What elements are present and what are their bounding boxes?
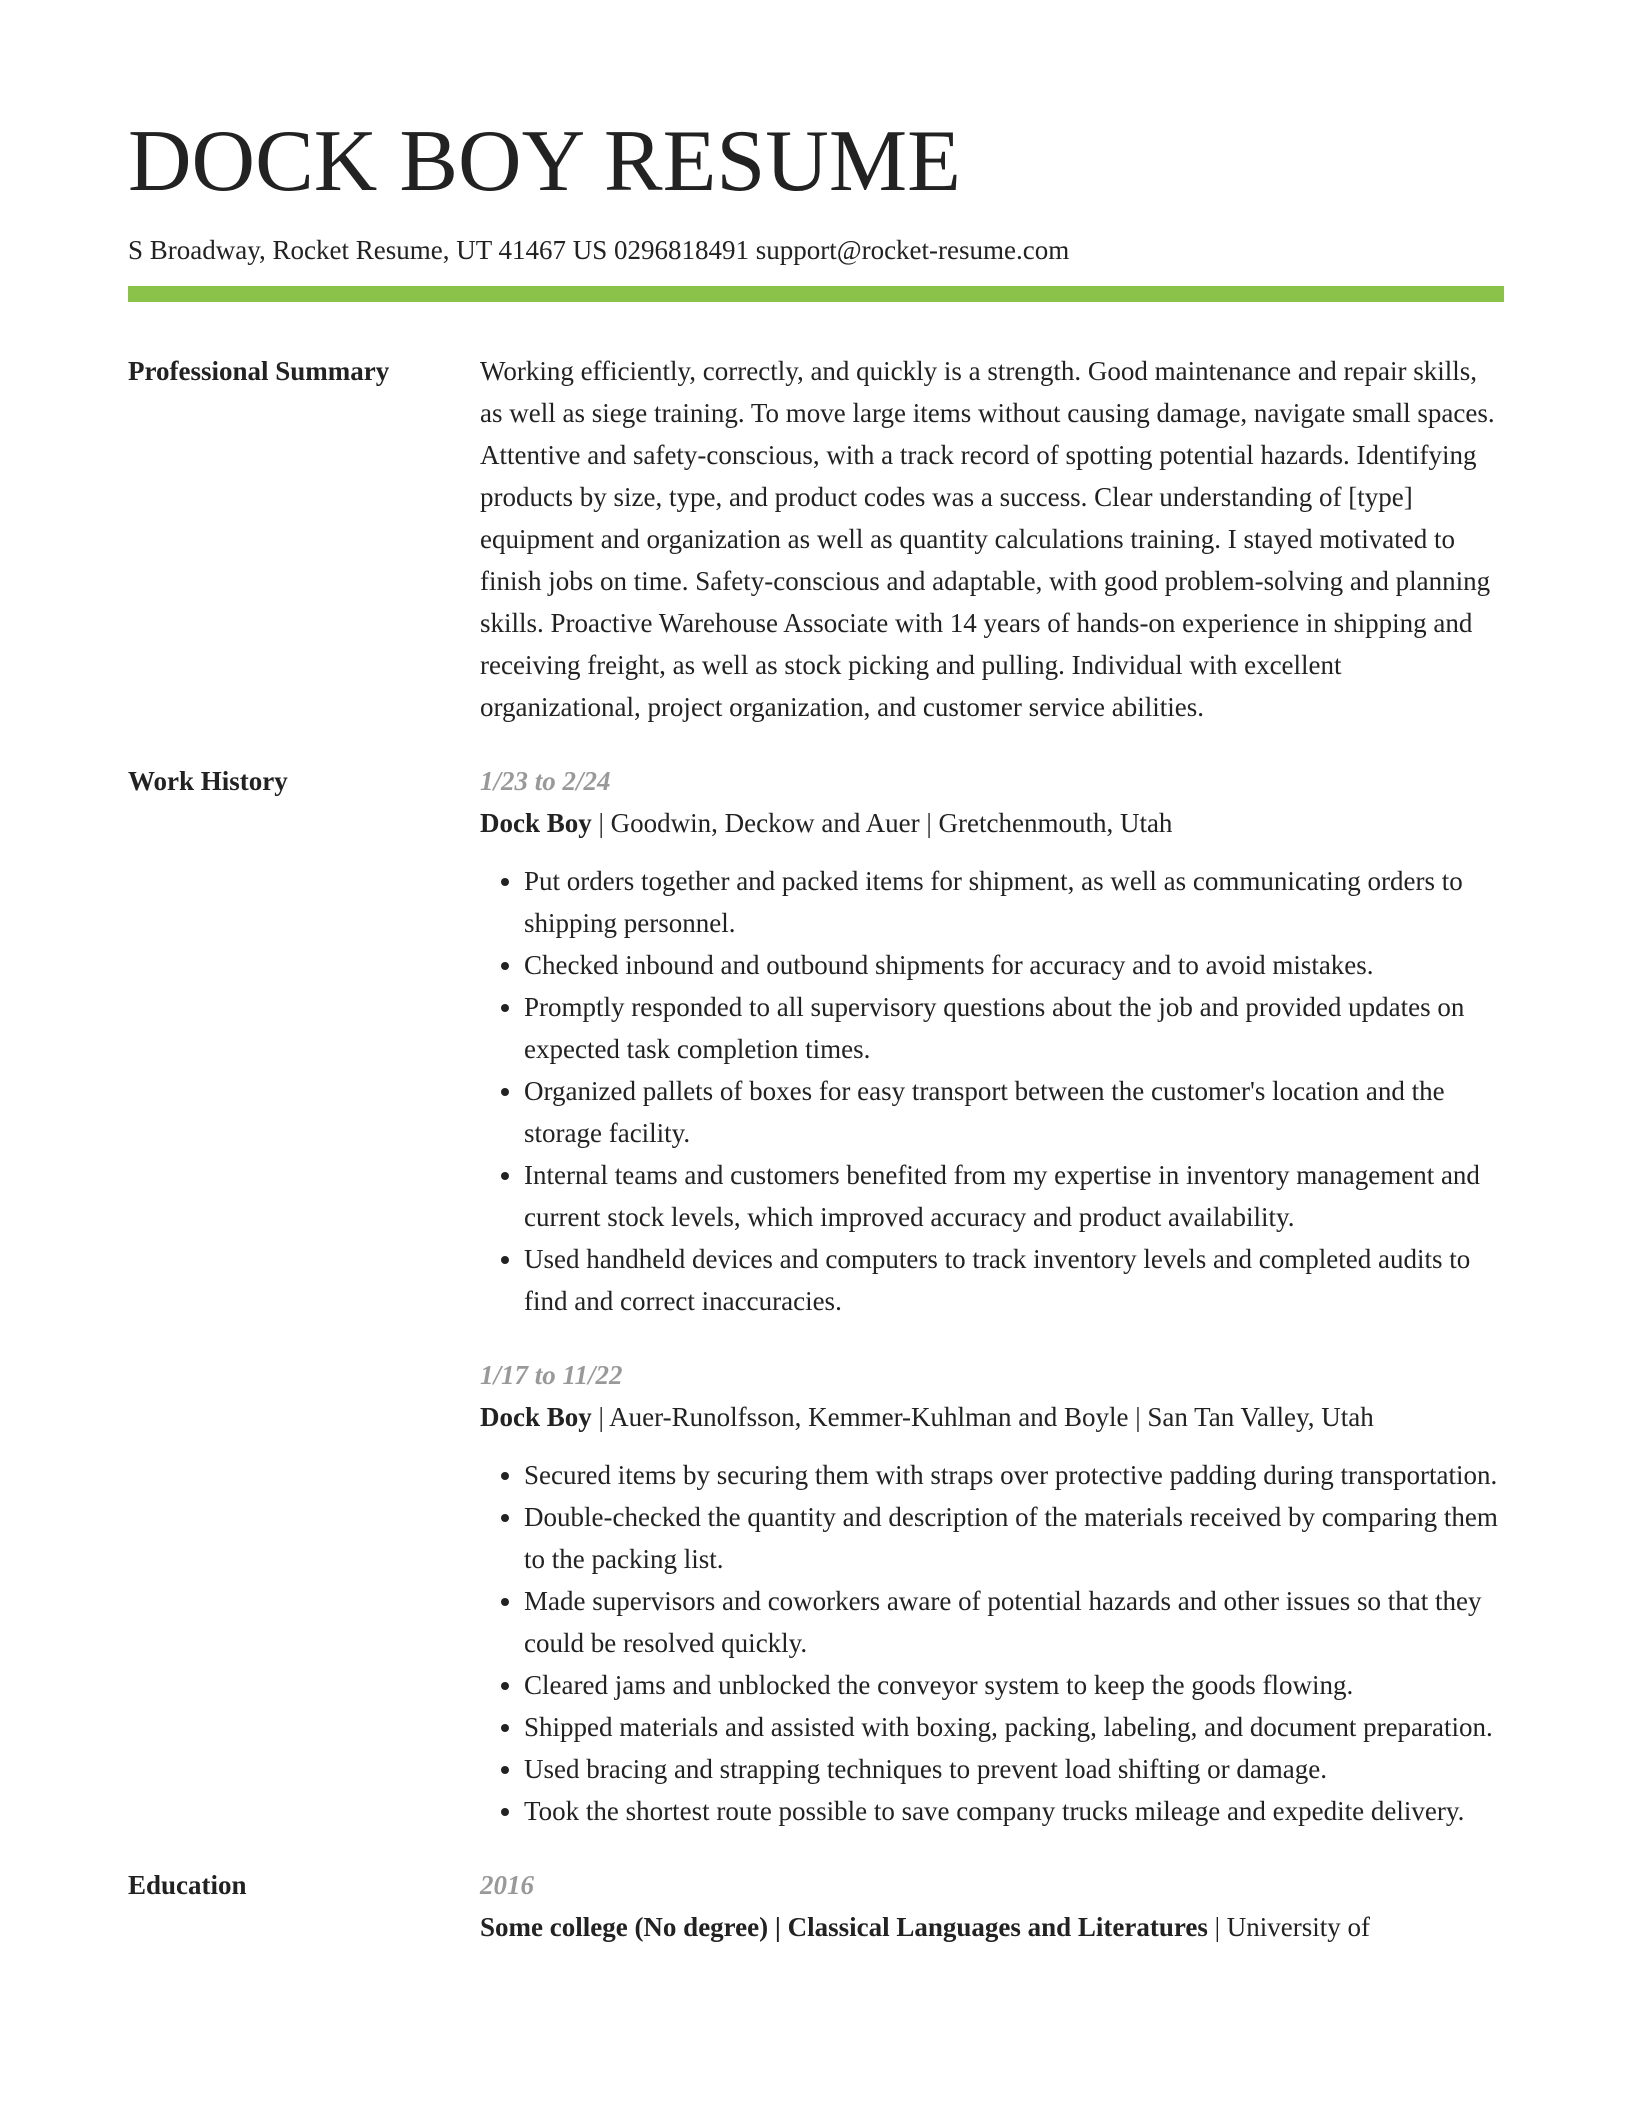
duty-item: • Promptly responded to all supervisory questions about the job and provided updates on expected task completion times. [524, 986, 1504, 1070]
duty-item: • Took the shortest route possible to save company trucks mileage and expedite delivery. [524, 1790, 1504, 1832]
duty-item: • Secured items by securing them with straps over protective padding during transportation. [524, 1454, 1504, 1496]
summary-section [128, 350, 1504, 760]
job-employer-location: | Goodwin, Deckow and Auer | Gretchenmouth, Utah [591, 808, 1173, 838]
education-heading: Education [128, 1870, 247, 1900]
job-duties [480, 860, 1504, 1322]
duty-item: • Put orders together and packed items for shipment, as well as communicating orders to shipping personnel. [524, 860, 1504, 944]
job-entry [480, 1354, 1504, 1832]
duty-item: • Used handheld devices and computers to track inventory levels and completed audits to find and correct inaccuracies. [524, 1238, 1504, 1322]
summary-body [480, 350, 1504, 760]
job-title: Dock Boy [480, 808, 592, 838]
education-school: | University of [1207, 1912, 1371, 1942]
education-heading-line [480, 1906, 1504, 1948]
job-duties [480, 1454, 1504, 1832]
duty-item: • Checked inbound and outbound shipments for accuracy and to avoid mistakes. [524, 944, 1504, 986]
job-entry [480, 760, 1504, 1322]
education-section [128, 1864, 1504, 1948]
duty-item: • Shipped materials and assisted with boxing, packing, labeling, and document preparation. [524, 1706, 1504, 1748]
duty-item: • Double-checked the quantity and description of the materials received by comparing them to the packing list. [524, 1496, 1504, 1580]
summary-heading: Professional Summary [128, 356, 390, 386]
job-dates: 1/17 to 11/22 [480, 1360, 623, 1390]
contact-line: S Broadway, Rocket Resume, UT 41467 US 0296818491 support@rocket-resume.com [128, 235, 1070, 265]
job-dates: 1/23 to 2/24 [480, 766, 611, 796]
job-title: Dock Boy [480, 1402, 592, 1432]
duty-item: • Made supervisors and coworkers aware of potential hazards and other issues so that they could be resolved quickly. [524, 1580, 1504, 1664]
accent-divider [128, 286, 1504, 302]
work-history-body [480, 760, 1504, 1832]
education-date: 2016 [480, 1870, 534, 1900]
duty-item: • Used bracing and strapping techniques to prevent load shifting or damage. [524, 1748, 1504, 1790]
duty-item: • Cleared jams and unblocked the conveyor system to keep the goods flowing. [524, 1664, 1504, 1706]
work-history-heading: Work History [128, 766, 288, 796]
summary-text: Working efficiently, correctly, and quickly is a strength. Good maintenance and repair skills, as well as siege training. To move large items without causing damage, navigate small spaces. Attentive and safety-conscious, with a track record of spotting potential hazards. Identifying products by size, type, and product codes was a success. Clear understanding of [type] equipment and organization as well as quantity calculations training. I stayed motivated to finish jobs on time. Safety-conscious and adaptable, with good problem-solving and planning skills. Proactive Warehouse Associate with 14 years of hands-on experience in shipping and receiving freight, as well as stock picking and pulling. Individual with excellent organizational, project organization, and customer service abilities. [480, 356, 1495, 722]
job-heading [480, 1396, 1504, 1438]
education-body [480, 1864, 1504, 1948]
duty-item: • Organized pallets of boxes for easy transport between the customer's location and the storage facility. [524, 1070, 1504, 1154]
work-history-section [128, 760, 1504, 1832]
education-degree: Some college (No degree) | Classical Languages and Literatures [480, 1912, 1208, 1942]
job-employer-location: | Auer-Runolfsson, Kemmer-Kuhlman and Boyle | San Tan Valley, Utah [591, 1402, 1374, 1432]
resume-title: DOCK BOY RESUME [128, 113, 961, 210]
job-heading [480, 802, 1504, 844]
duty-item: • Internal teams and customers benefited from my expertise in inventory management and current stock levels, which improved accuracy and product availability. [524, 1154, 1504, 1238]
resume-sections [128, 350, 1504, 1948]
